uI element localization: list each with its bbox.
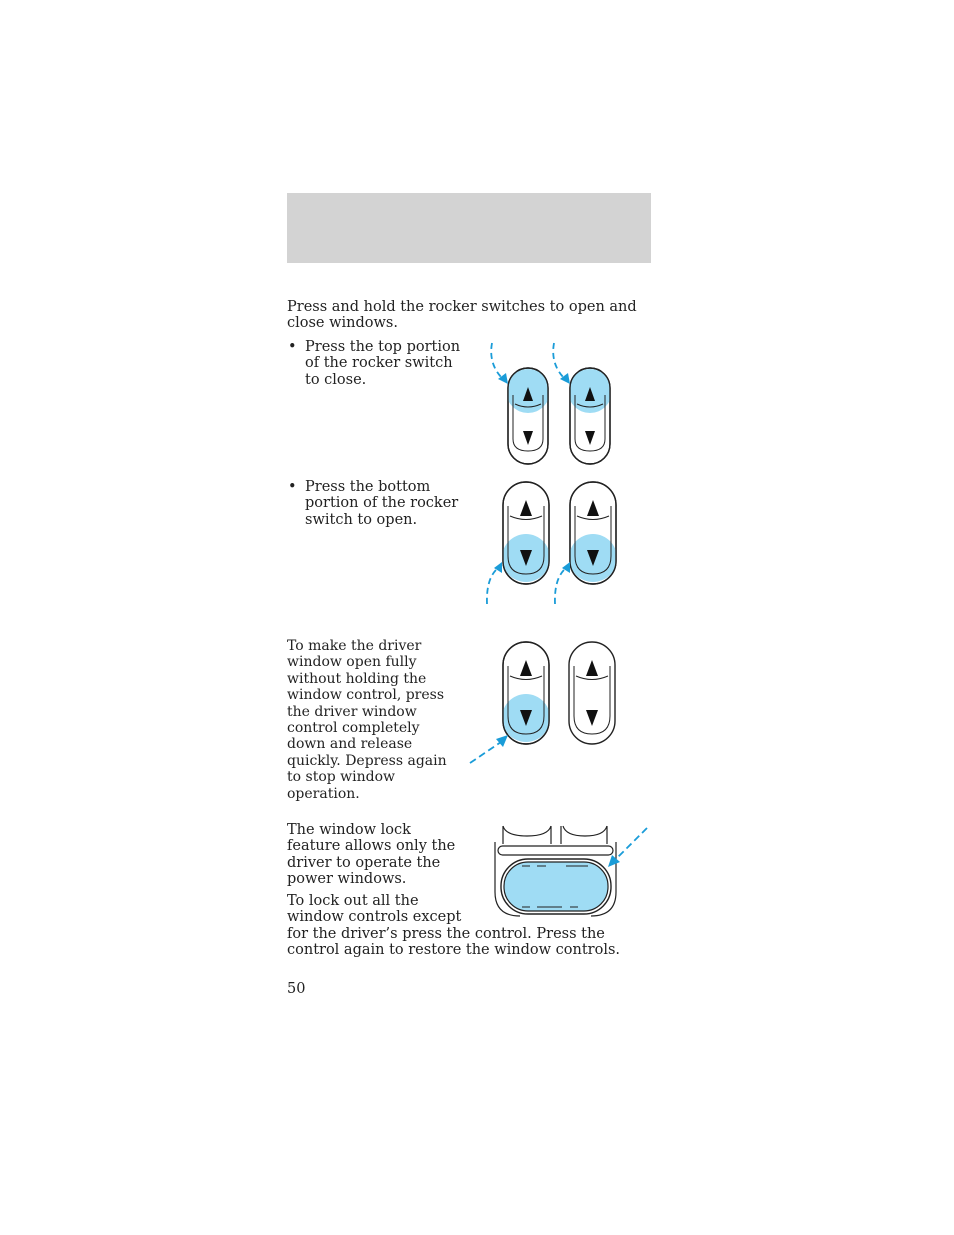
pointer-arrow — [553, 343, 566, 380]
pointer-arrow — [555, 568, 566, 604]
intro-paragraph: Press and hold the rocker switches to open and close windows. — [287, 299, 637, 332]
section-header-bar — [287, 193, 651, 263]
bullet-open — [288, 479, 465, 528]
driver-express-down-illustration — [465, 638, 625, 768]
bullet-marker: • — [288, 339, 297, 355]
open-switches-illustration — [480, 478, 630, 608]
close-switches-illustration — [480, 335, 630, 470]
pointer-arrow — [470, 742, 501, 763]
lockout-paragraph-start: To lock out all the window controls except — [287, 893, 462, 926]
window-lock-illustration — [490, 822, 652, 920]
rocker-switch-left — [502, 482, 550, 584]
page-number: 50 — [287, 981, 306, 997]
bullet-open-text: Press the bottom portion of the rocker switch to open. — [305, 479, 459, 528]
window-lock-button — [501, 859, 611, 914]
pointer-arrow — [491, 343, 504, 380]
pointer-arrow — [487, 568, 498, 604]
rocker-switch-left — [506, 368, 550, 464]
rocker-switch-right — [568, 368, 612, 464]
bullet-close-text: Press the top portion of the rocker switch to close. — [305, 339, 461, 388]
bullet-close — [288, 339, 465, 388]
rocker-switch-right — [569, 482, 617, 584]
rocker-switch-passenger — [569, 642, 615, 744]
driver-express-paragraph: To make the driver window open fully without holding the window control, press the driver window control completely down and release quickly. Depress again to stop window operation. — [287, 638, 447, 802]
bullet-marker: • — [288, 479, 297, 495]
window-lock-paragraph: The window lock feature allows only the driver to operate the power windows. — [287, 822, 456, 888]
lockout-paragraph-end: for the driver’s press the control. Press the control again to restore the window controls. — [287, 926, 621, 959]
rocker-switch-driver — [502, 642, 550, 744]
pointer-arrow — [616, 828, 647, 859]
switch-bezel — [498, 846, 613, 855]
